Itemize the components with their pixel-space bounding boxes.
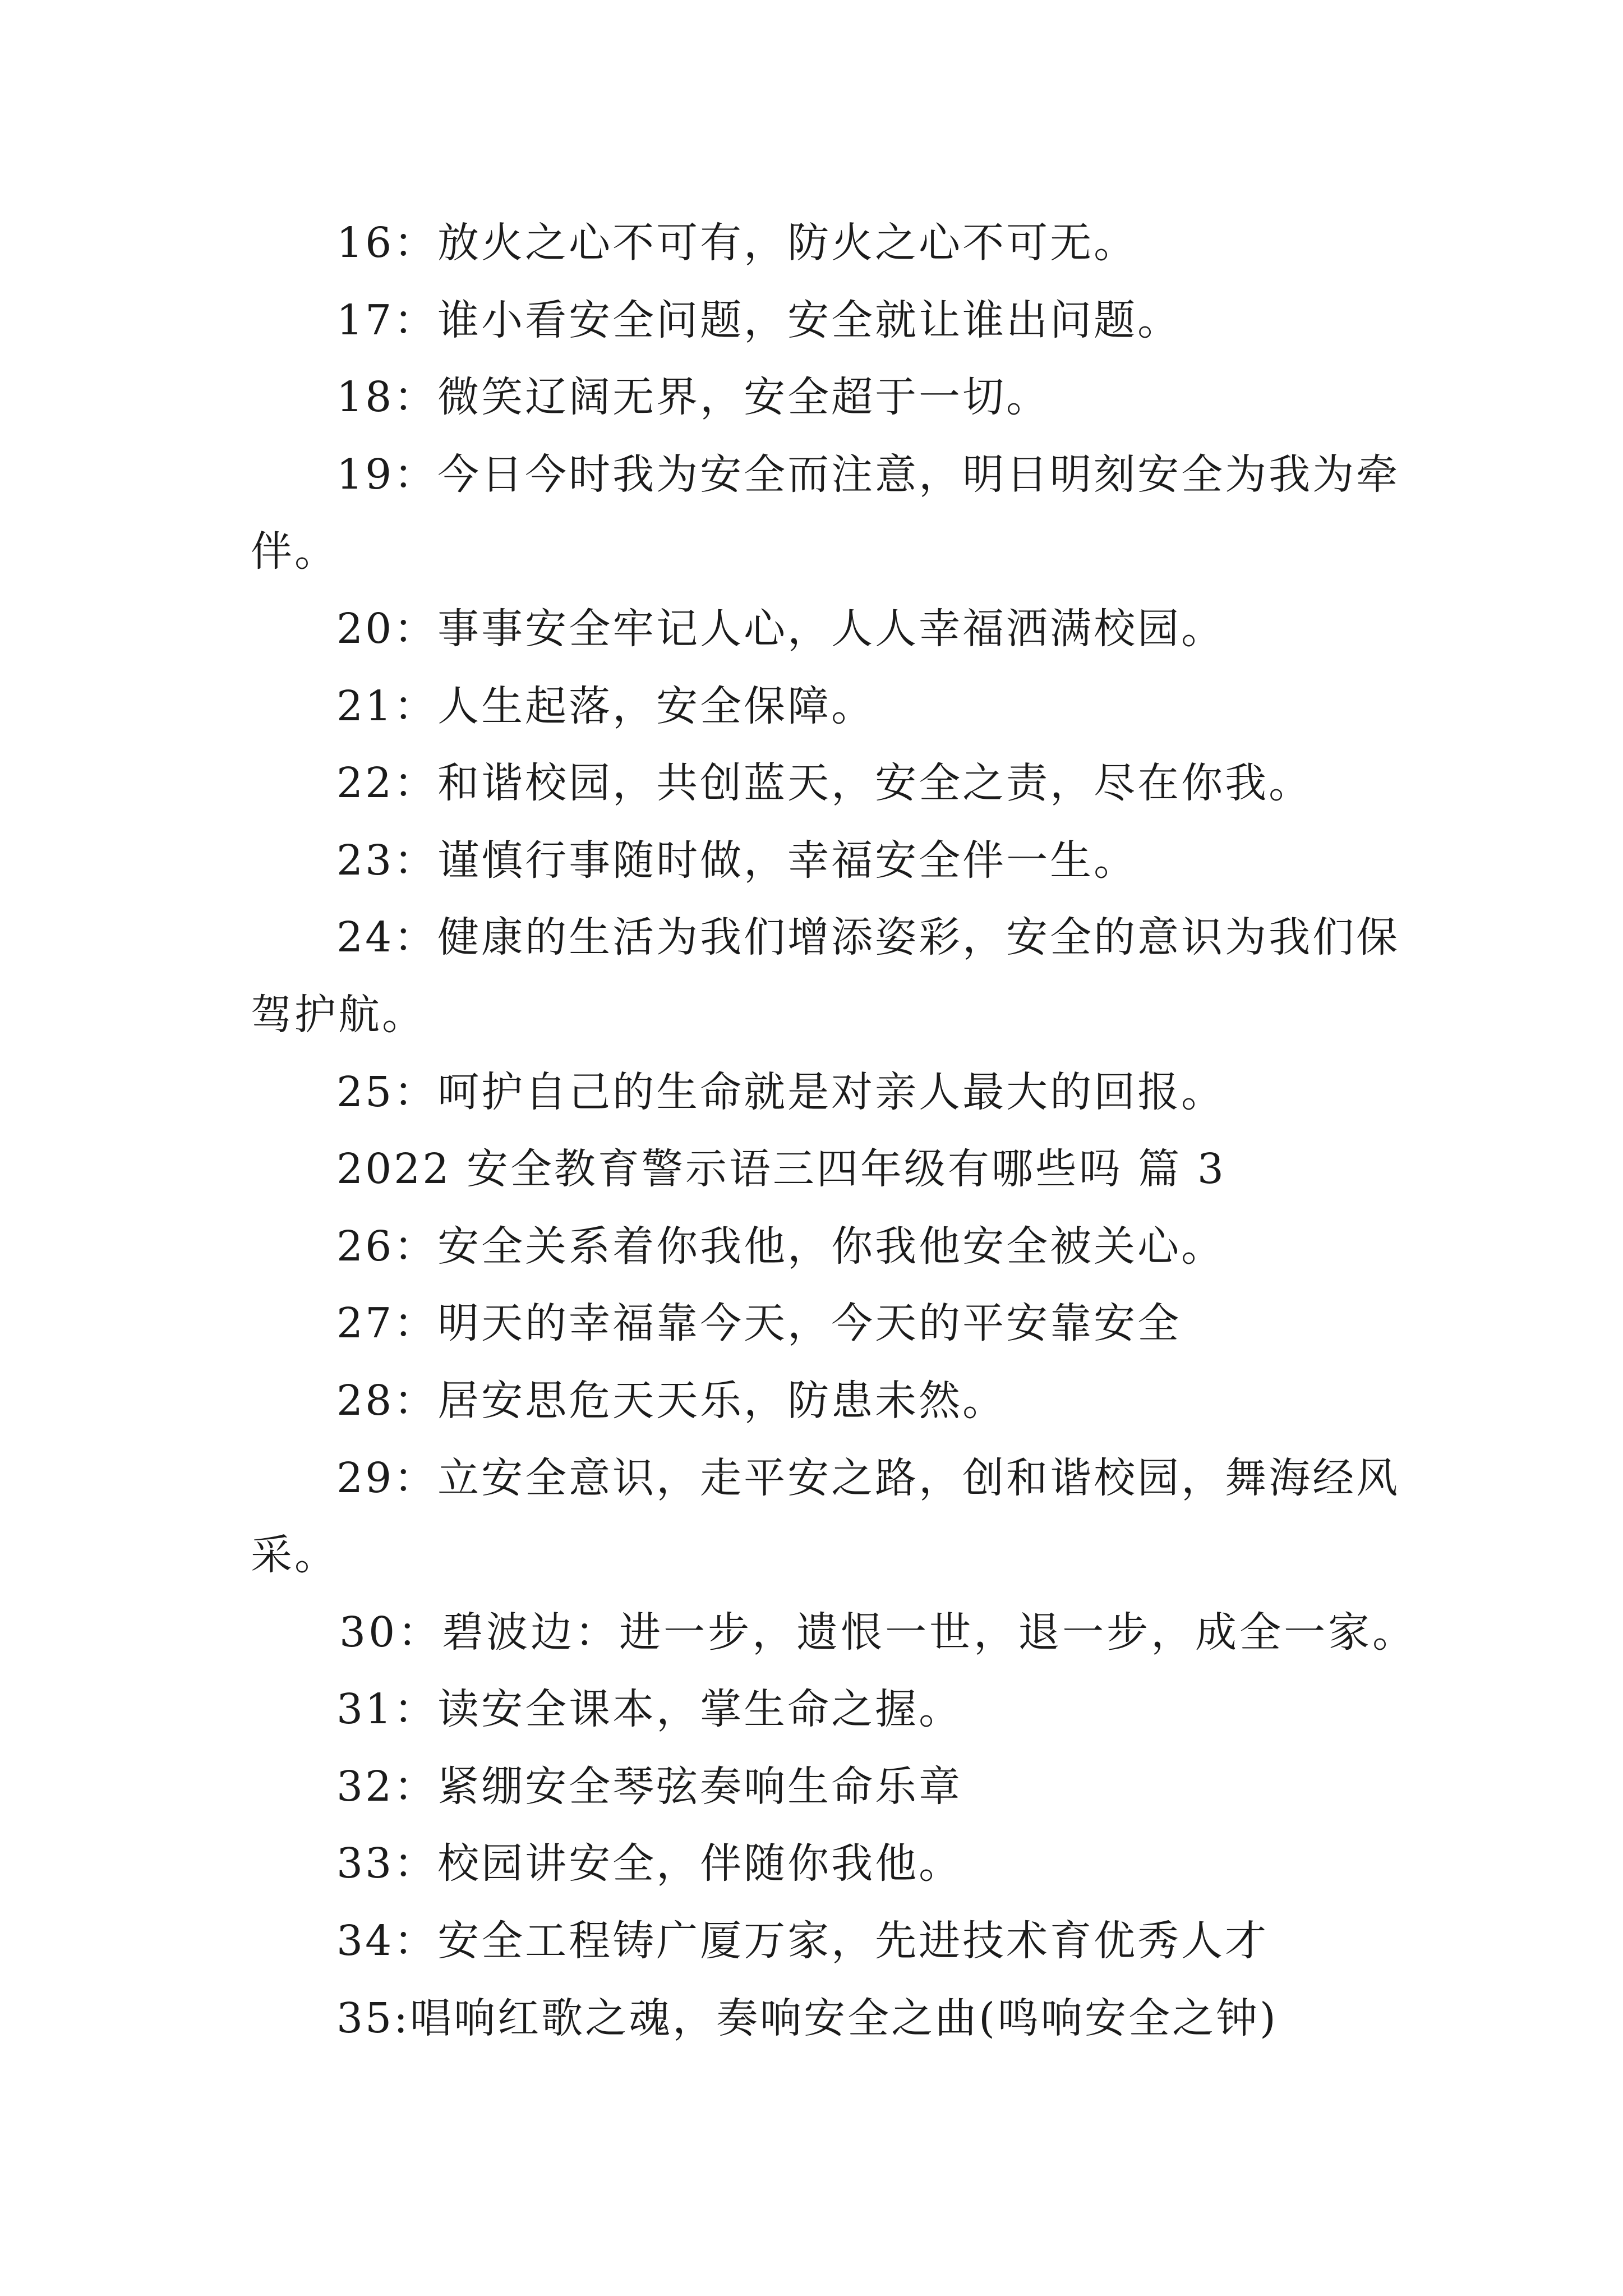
text-line-24: 24：健康的生活为我们增添姿彩，安全的意识为我们保	[336, 913, 1400, 962]
text-line-25: 25：呵护自己的生命就是对亲人最大的回报。	[336, 1068, 1225, 1116]
text-line-26: 26：安全关系着你我他，你我他安全被关心。	[336, 1222, 1225, 1271]
text-line-21: 21：人生起落，安全保障。	[336, 682, 875, 730]
section-heading: 2022 安全教育警示语三四年级有哪些吗 篇 3	[336, 1145, 1226, 1194]
text-line-30: 30：碧波边：进一步，遗恨一世，退一步，成全一家。	[339, 1608, 1417, 1657]
text-line-19-continued: 伴。	[251, 527, 338, 576]
text-line-17: 17：谁小看安全问题，安全就让谁出问题。	[336, 296, 1182, 344]
text-line-32: 32：紧绷安全琴弦奏响生命乐章	[336, 1762, 963, 1811]
text-line-28: 28：居安思危天天乐，防患未然。	[336, 1376, 1007, 1425]
document-body	[251, 205, 1484, 2057]
text-line-23: 23：谨慎行事随时做，幸福安全伴一生。	[336, 836, 1138, 885]
text-line-27: 27：明天的幸福靠今天，今天的平安靠安全	[336, 1299, 1182, 1348]
text-line-29: 29：立安全意识，走平安之路，创和谐校园，舞海经风	[336, 1453, 1400, 1502]
text-line-20: 20：事事安全牢记人心，人人幸福洒满校园。	[336, 604, 1225, 653]
text-line-34: 34：安全工程铸广厦万家，先进技术育优秀人才	[336, 1917, 1269, 1966]
text-line-31: 31：读安全课本，掌生命之握。	[336, 1685, 963, 1734]
text-line-16: 16：放火之心不可有，防火之心不可无。	[336, 219, 1138, 267]
text-line-33: 33：校园讲安全，伴随你我他。	[336, 1839, 963, 1888]
text-line-35: 35:唱响红歌之魂，奏响安全之曲(鸣响安全之钟)	[336, 1994, 1278, 2042]
text-line-22: 22：和谐校园，共创蓝天，安全之责，尽在你我。	[336, 759, 1313, 808]
text-line-18: 18：微笑辽阔无界，安全超于一切。	[336, 373, 1050, 422]
text-line-24-continued: 驾护航。	[251, 990, 426, 1039]
text-line-19: 19：今日今时我为安全而注意，明日明刻安全为我为牵	[336, 450, 1400, 499]
text-line-29-continued: 采。	[251, 1531, 338, 1580]
